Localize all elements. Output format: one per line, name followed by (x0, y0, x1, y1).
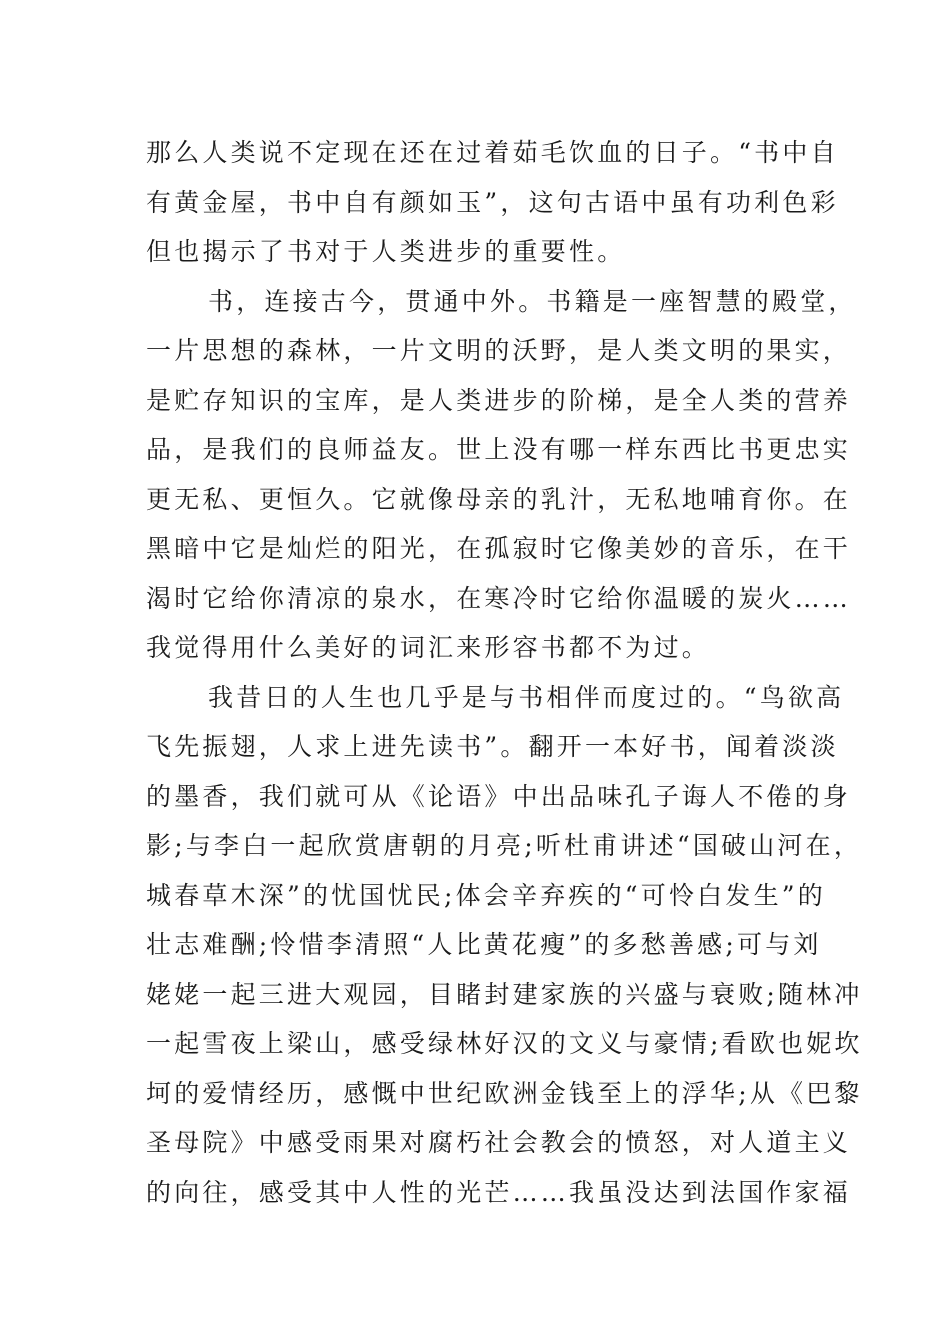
text-line: 的向往，感受其中人性的光芒……我虽没达到法国作家福 (146, 1177, 852, 1207)
paragraph-first-line: 我昔日的人生也几乎是与书相伴而度过的。“鸟欲高 (208, 682, 845, 712)
text-line: 那么人类说不定现在还在过着茹毛饮血的日子。“书中自 (146, 138, 839, 167)
text-line: 品，是我们的良师益友。世上没有哪一样东西比书更忠实 (146, 435, 852, 464)
text-line: 是贮存知识的宝库，是人类进步的阶梯，是全人类的营养 (146, 385, 852, 415)
text-line: 壮志难酬;怜惜李清照“人比黄花瘦”的多愁善感;可与刘 (146, 930, 822, 959)
text-line: 城春草木深”的忧国忧民;体会辛弃疾的“可怜白发生”的 (146, 880, 826, 910)
text-line: 姥姥一起三进大观园，目睹封建家族的兴盛与衰败;随林冲 (146, 979, 863, 1009)
text-line: 一片思想的森林，一片文明的沃野，是人类文明的果实， (146, 336, 852, 365)
text-line: 的墨香，我们就可从《论语》中出品味孔子诲人不倦的身 (146, 781, 852, 811)
text-line: 更无私、更恒久。它就像母亲的乳汁，无私地哺育你。在 (146, 484, 852, 514)
text-line: 我觉得用什么美好的词汇来形容书都不为过。 (146, 633, 711, 662)
text-line: 一起雪夜上梁山，感受绿林好汉的文义与豪情;看欧也妮坎 (146, 1029, 863, 1058)
text-line: 影;与李白一起欣赏唐朝的月亮;听杜甫讲述“国破山河在， (146, 831, 863, 860)
text-line: 圣母院》中感受雨果对腐朽社会教会的愤怒，对人道主义 (146, 1128, 852, 1157)
text-line: 但也揭示了书对于人类进步的重要性。 (146, 237, 626, 266)
paragraph-first-line: 书，连接古今，贯通中外。书籍是一座智慧的殿堂， (208, 286, 857, 316)
text-line: 渴时它给你清凉的泉水，在寒冷时它给你温暖的炭火…… (146, 583, 852, 613)
text-line: 飞先振翅，人求上进先读书”。翻开一本好书，闻着淡淡 (146, 732, 839, 761)
text-line: 坷的爱情经历，感慨中世纪欧洲金钱至上的浮华;从《巴黎 (146, 1078, 863, 1108)
text-line: 黑暗中它是灿烂的阳光，在孤寂时它像美妙的音乐，在干 (146, 534, 852, 563)
text-line: 有黄金屋，书中自有颜如玉”，这句古语中虽有功利色彩 (146, 187, 839, 217)
body-text (146, 128, 863, 1217)
